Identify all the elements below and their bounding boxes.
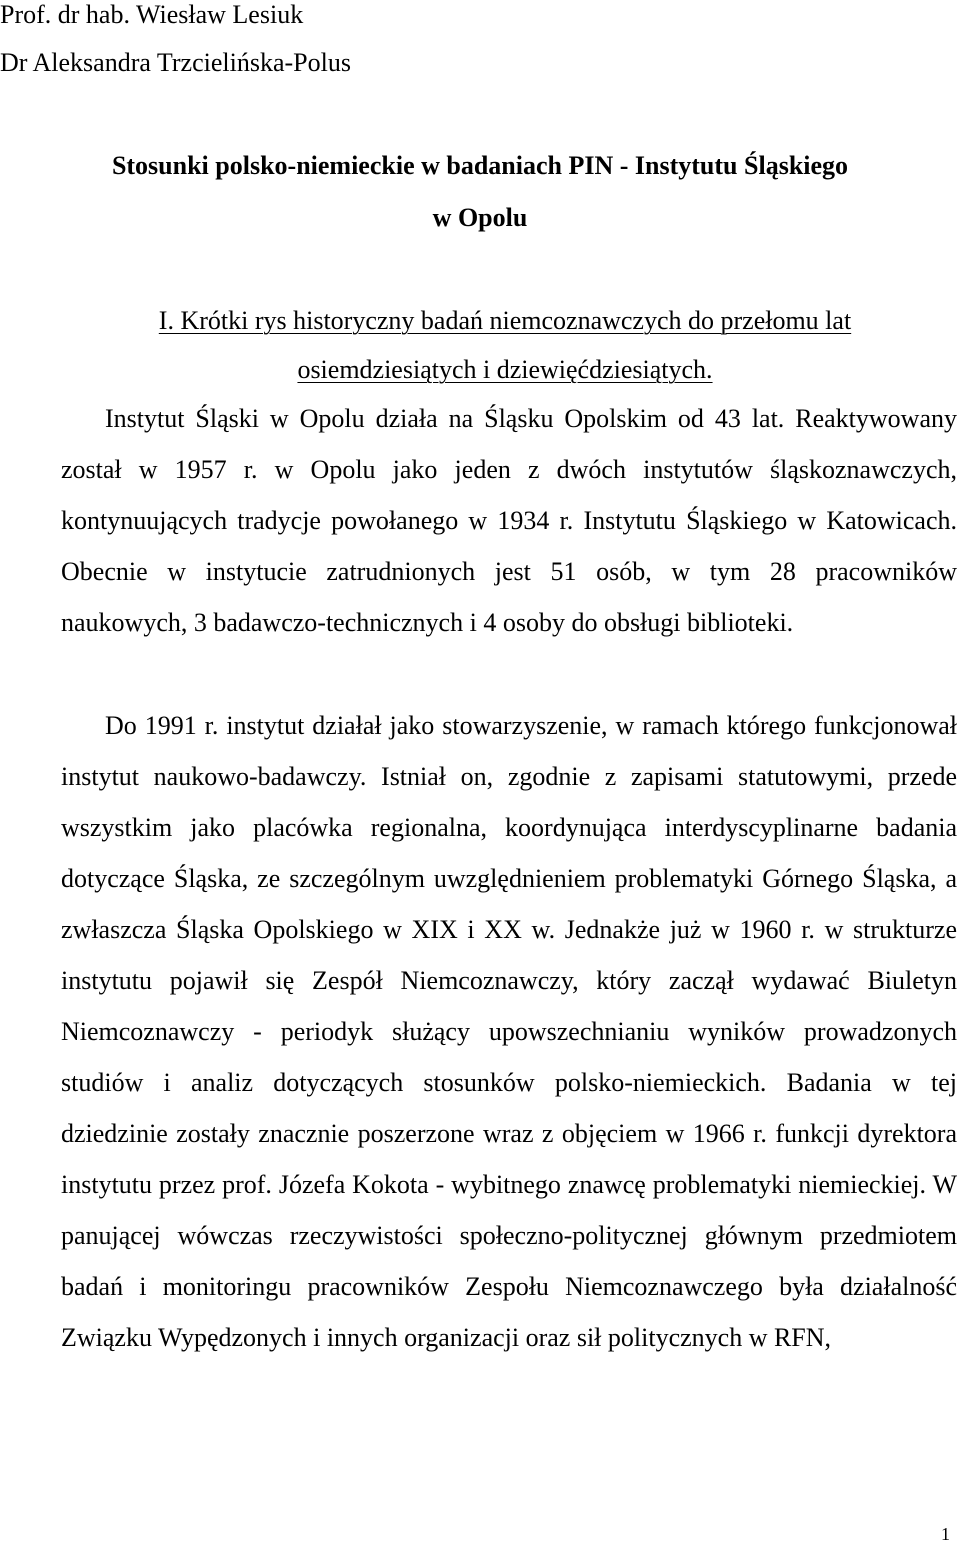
paragraph-2: Do 1991 r. instytut działał jako stowarzyszenie, w ramach którego funkcjonował instytut naukowo-badawczy. Istniał on, zgodnie z zapisami statutowymi, przede wszystkim jako placówka regionalna, koordynująca interdyscyplinarne badania dotyczące Śląska, ze szczególnym uwzględnieniem problematyki Górnego Śląska, a zwłaszcza Śląska Opolskiego w XIX i XX w. Jednakże już w 1960 r. w strukturze instytutu pojawił się Zespół Niemcoznawczy, który zaczął wydawać Biuletyn Niemcoznawczy - periodyk służący upowszechnianiu wyników prowadzonych studiów i analiz dotyczących stosunków polsko-niemieckich. Badania w tej dziedzinie zostały znacznie poszerzone wraz z objęciem w 1966 r. funkcji dyrektora instytutu przez prof. Józefa Kokota - wybitnego znawcę problematyki niemieckiej. W panującej wówczas rzeczywistości społeczno-politycznej głównym przedmiotem badań i monitoringu pracowników Zespołu Niemcoznawczego była działalność Związku Wypędzonych i innych organizacji oraz sił politycznych w RFN, xyxy=(61,711,957,1352)
paragraph-1: Instytut Śląski w Opolu działa na Śląsku Opolskim od 43 lat. Reaktywowany został w 1957 r. w Opolu jako jeden z dwóch instytutów śląskoznawczych, kontynuujących tradycje powołanego w 1934 r. Instytutu Śląskiego w Katowicach. Obecnie w instytucie zatrudnionych jest 51 osób, w tym 28 pracowników naukowych, 3 badawczo-technicznych i 4 osoby do obsługi biblioteki. xyxy=(61,404,957,637)
section-heading-line-1: I. Krótki rys historyczny badań niemcoznawczych do przełomu lat xyxy=(158,306,852,335)
section-heading-line-2: osiemdziesiątych i dziewięćdziesiątych. xyxy=(297,355,713,384)
document-title-line-1: Stosunki polsko-niemieckie w badaniach PIN - Instytutu Śląskiego xyxy=(111,151,849,180)
author-2: Dr Aleksandra Trzcielińska-Polus xyxy=(0,48,351,77)
author-1: Prof. dr hab. Wiesław Lesiuk xyxy=(0,0,304,29)
page-number: 1 xyxy=(941,1524,950,1544)
document-title-line-2: w Opolu xyxy=(432,203,528,232)
